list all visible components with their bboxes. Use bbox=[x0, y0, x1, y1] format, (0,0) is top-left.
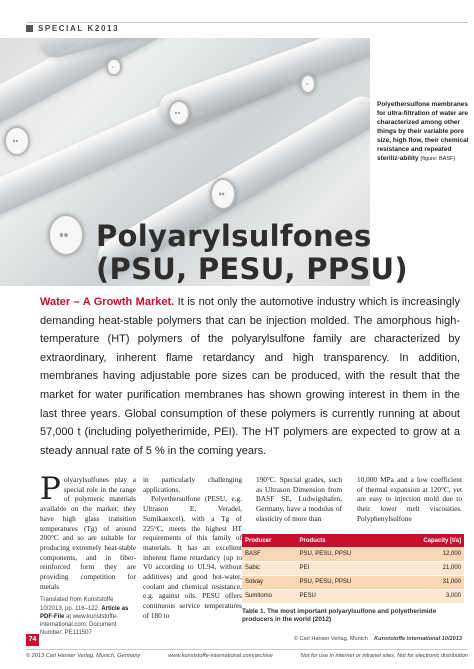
footer-imprint bbox=[294, 636, 462, 642]
cell-capacity: 21,000 bbox=[392, 561, 464, 575]
page-number: 74 bbox=[26, 634, 39, 646]
caption-credit: (figure: BASF) bbox=[420, 156, 456, 162]
section-label: SPECIAL K2013 bbox=[38, 24, 120, 33]
cell-capacity: 12,000 bbox=[392, 547, 464, 561]
section-header bbox=[26, 24, 119, 33]
footer-bottom-left: © 2013 Carl Hanser Verlag, Munich, Germany bbox=[26, 653, 141, 659]
footer-bottom bbox=[26, 653, 468, 659]
lead-paragraph bbox=[40, 293, 460, 460]
header-rule bbox=[26, 22, 468, 23]
title-line-1: Polyarylsulfones bbox=[96, 219, 372, 253]
caption-text: Polyethersulfone membranes for ultra-filtration of water are characterized among other things by their variable pore size, high flow, their chemical resistance and repeated steriliz-ability bbox=[377, 101, 469, 162]
table-caption: Table 1. The most important polyarylsulfone and polyetherimide producers in the world (2012) bbox=[242, 607, 437, 623]
drop-cap: P bbox=[40, 471, 61, 507]
article-title bbox=[96, 220, 408, 286]
footer-archive-link[interactable]: www.kunststoffe-international.com/archive bbox=[168, 653, 273, 659]
translation-note bbox=[40, 596, 136, 637]
body-column-3 bbox=[256, 475, 342, 524]
footer-copyright: © Carl Hanser Verlag, Munich bbox=[293, 636, 368, 642]
table-header-row bbox=[242, 534, 464, 547]
cell-producer: BASF bbox=[242, 547, 297, 561]
table-row bbox=[242, 561, 464, 575]
cell-capacity: 3,000 bbox=[392, 589, 464, 603]
title-line-2: (PSU, PESU, PPSU) bbox=[96, 252, 408, 286]
body-column-2 bbox=[143, 475, 242, 621]
note-source: Translated from Kunststoffe 10/2013, pp. 116–122. bbox=[40, 597, 114, 612]
cell-producer: Solvay bbox=[242, 575, 297, 589]
column-2-para-1: in particularly challenging applications. bbox=[143, 475, 242, 494]
cell-producer: Sumitomo bbox=[242, 589, 297, 603]
article-pdf-link[interactable]: Article as PDF-File bbox=[40, 605, 129, 620]
table-row bbox=[242, 575, 464, 589]
note-reference: at www.kunststoffe-international.com; Document Number: PE111507 bbox=[40, 613, 118, 637]
table-row bbox=[242, 547, 464, 561]
footer-rule bbox=[26, 649, 468, 650]
footer-bottom-right: Not for use in internet or intranet sites. Not for electronic distribution bbox=[300, 653, 468, 659]
square-bullet-icon bbox=[26, 25, 33, 32]
body-column-1 bbox=[40, 471, 136, 637]
cell-products: PSU, PESU, PPSU bbox=[297, 547, 392, 561]
cell-products: PSU, PESU, PPSU bbox=[297, 575, 392, 589]
producers-table bbox=[242, 534, 464, 624]
column-2-para-2: Polyethersulfone (PESU, e.g. Ultrason E, Veradel, Sumikaexcel), with a Tg of 225°C, meets the highest HT requirements of this family of materials. It has an excellent inherent flame retardancy (up to V0 according to UL94, without additives) and good hot-water, coolant and chemical resistance, e.g. against oils. PESU offers continuous service temperatures of 180 to bbox=[143, 494, 242, 620]
footer-journal: Kunststoffe international 10/2013 bbox=[374, 636, 462, 642]
header-products: Products bbox=[297, 534, 392, 547]
cell-producer: Sabic bbox=[242, 561, 297, 575]
cell-products: PEI bbox=[297, 561, 392, 575]
header-producer: Producer bbox=[242, 534, 297, 547]
body-column-4 bbox=[357, 475, 462, 524]
cell-products: PESU bbox=[297, 589, 392, 603]
column-3-text: 190°C. Special grades, such as Ultrason Dimension from BASF SE, Ludwigshafen, Germany, have a modulus of elasticity of more than bbox=[256, 475, 342, 523]
column-1-text: olyarylsulfones play a special role in the range of polymeric materials available on the market: they have high glass transition temperatures (Tg) of around 200°C and so are suitable for producing extremely heat-stable components, and in fiber-reinforced form they are providing competition for metals bbox=[40, 475, 136, 591]
photo-caption bbox=[377, 100, 469, 164]
cell-capacity: 31,000 bbox=[392, 575, 464, 589]
table-row bbox=[242, 589, 464, 603]
lead-heading: Water – A Growth Market. bbox=[40, 296, 175, 308]
header-capacity: Capacity [t/a] bbox=[392, 534, 464, 547]
lead-text: It is not only the automotive industry which is increasingly demanding heat-stable polymers that can be injection molded. The amorphous high-temperature (HT) polymers of the polyarylsulfone family are characterized by extraordinary, inherent flame retardancy and high transparency. In addition, membranes having adjustable pore sizes can be produced, with the result that the market for water purification membranes has shown growing interest in them in the last three years. Global consumption of these polymers is currently running at about 57,000 t (including polyetherimide, PEI). The HT polymers are expected to grow at a steady annual rate of 5 % in the coming years. bbox=[40, 296, 460, 457]
column-4-text: 10,000 MPa and a low coefficient of thermal expansion at 120°C, yet are easy to injection mold due to their lower melt viscosities. Polyphenylsulfone bbox=[357, 475, 462, 523]
